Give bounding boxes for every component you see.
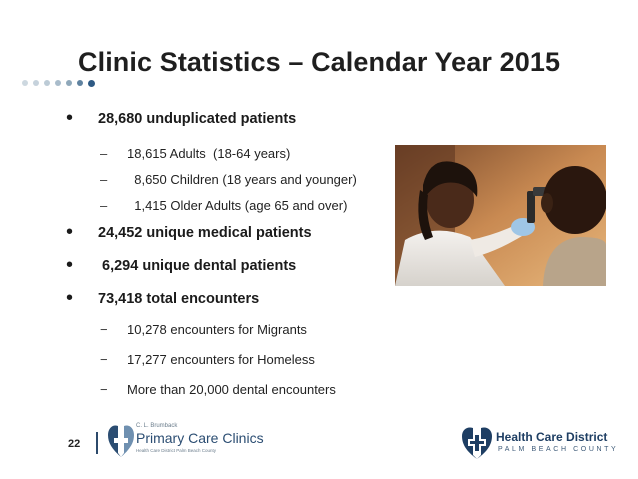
- heart-cross-icon: [108, 423, 134, 459]
- sub-dash: −: [100, 382, 108, 397]
- primary-care-clinics-logo: [108, 421, 268, 461]
- sub-item-homeless: 17,277 encounters for Homeless: [127, 352, 315, 367]
- slide-title: Clinic Statistics – Calendar Year 2015: [78, 47, 561, 77]
- sub-dash: −: [100, 352, 108, 367]
- clinic-photo: [395, 145, 606, 286]
- page-number: 22: [68, 438, 81, 450]
- logo-sub-text: Health Care District Palm Beach County: [136, 448, 217, 453]
- sub-item-older-adults: 1,415 Older Adults (age 65 and over): [127, 198, 348, 213]
- bullet-marker: •: [66, 254, 74, 276]
- logo-main-text: Primary Care Clinics: [136, 430, 264, 446]
- sub-item-dental-encounters: More than 20,000 dental encounters: [127, 382, 336, 397]
- sub-item-adults: 18,615 Adults (18-64 years): [127, 146, 291, 161]
- hcd-main-text: Health Care District: [496, 430, 608, 444]
- sub-item-migrants: 10,278 encounters for Migrants: [127, 322, 307, 337]
- health-care-district-logo: [462, 426, 619, 466]
- sub-dash: –: [100, 146, 108, 161]
- sub-dash: –: [100, 198, 108, 213]
- bullet-medical-patients: 24,452 unique medical patients: [98, 225, 312, 241]
- bullet-unduplicated-patients: 28,680 unduplicated patients: [98, 111, 297, 127]
- title-decoration-dots: [22, 80, 106, 88]
- footer-divider: [96, 432, 98, 454]
- hcd-sub-text: PALM BEACH COUNTY: [498, 446, 619, 453]
- logo-small-text: C. L. Brumback: [136, 423, 178, 429]
- bullet-total-encounters: 73,418 total encounters: [98, 291, 260, 307]
- sub-dash: −: [100, 322, 108, 337]
- sub-item-children: 8,650 Children (18 years and younger): [127, 172, 357, 187]
- bullet-marker: •: [66, 287, 74, 309]
- heart-cross-icon: [462, 426, 492, 460]
- bullet-dental-patients: 6,294 unique dental patients: [98, 258, 297, 274]
- bullet-marker: •: [66, 221, 74, 243]
- sub-dash: –: [100, 172, 108, 187]
- bullet-marker: •: [66, 107, 74, 129]
